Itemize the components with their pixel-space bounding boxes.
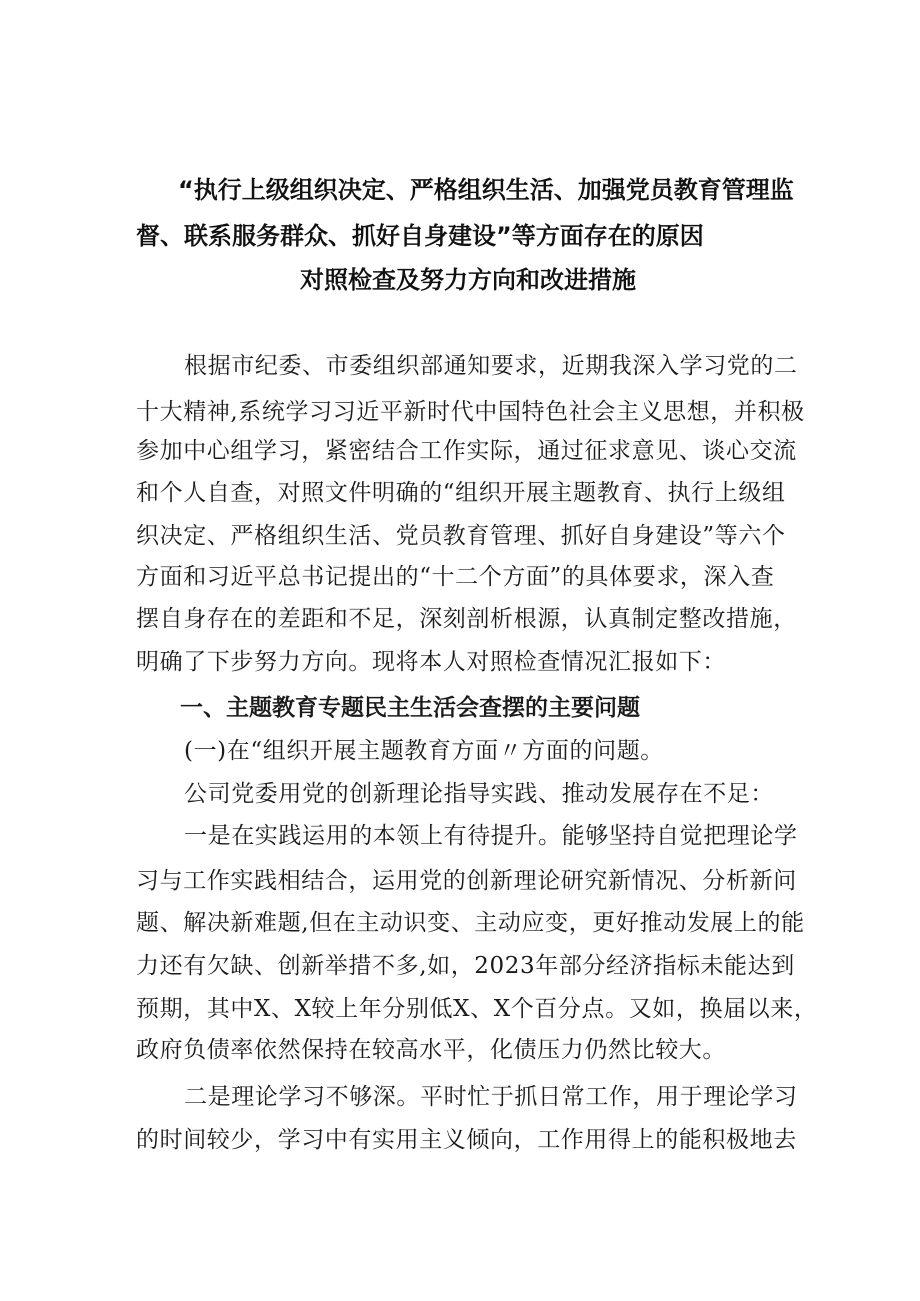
section-heading: 一、主题教育专题民主生活会查摆的主要问题	[180, 695, 640, 721]
subsection-heading: (一)在“组织开展主题教育方面〃方面的问题。	[184, 738, 664, 764]
document-title-line-2: 督、联系服务群众、抓好自身建设”等方面存在的原因	[136, 222, 704, 250]
body-line: 公司党委用党的创新理论指导实践、推动发展存在不足：	[184, 781, 774, 807]
body-line: 参加中心组学习，紧密结合工作实际，通过征求意见、谈心交流	[136, 438, 797, 464]
body-line: 明确了下步努力方向。现将本人对照检查情况汇报如下：	[136, 649, 726, 675]
body-line: 题、解决新难题,但在主动识变、主动应变，更好推动发展上的能	[136, 910, 805, 936]
body-line: 摆自身存在的差距和不足，深刻剖析根源，认真制定整改措施，	[136, 606, 797, 632]
body-line: 根据市纪委、市委组织部通知要求，近期我深入学习党的二	[184, 353, 798, 379]
document-title-line-3: 对照检查及努力方向和改进措施	[300, 266, 636, 294]
body-line: 和个人自查，对照文件明确的“组织开展主题教育、执行上级组	[136, 480, 786, 506]
document-title-line-1: “执行上级组织决定、严格组织生活、加强党员教育管理监	[178, 176, 794, 204]
body-line: 一是在实践运用的本领上有待提升。能够坚持自觉把理论学	[184, 823, 798, 849]
body-line: 织决定、严格组织生活、党员教育管理、抓好自身建设”等六个	[136, 523, 786, 549]
body-line: 政府负债率依然保持在较高水平，化债压力仍然比较大。	[136, 1037, 726, 1063]
body-line: 习与工作实践相结合，运用党的创新理论研究新情况、分析新问	[136, 868, 797, 894]
body-line: 十大精神,系统学习习近平新时代中国特色社会主义思想，并积极	[136, 399, 805, 425]
body-line: 方面和习近平总书记提出的“十二个方面”的具体要求，深入查	[136, 564, 775, 590]
body-line: 预期，其中X、X较上年分别低X、X个百分点。又如，换届以来，	[136, 996, 818, 1022]
body-line: 的时间较少，学习中有实用主义倾向，工作用得上的能积极地去	[136, 1127, 797, 1153]
body-line: 力还有欠缺、创新举措不多,如，2023年部分经济指标未能达到	[136, 953, 795, 979]
body-line: 二是理论学习不够深。平时忙于抓日常工作，用于理论学习	[184, 1084, 798, 1110]
